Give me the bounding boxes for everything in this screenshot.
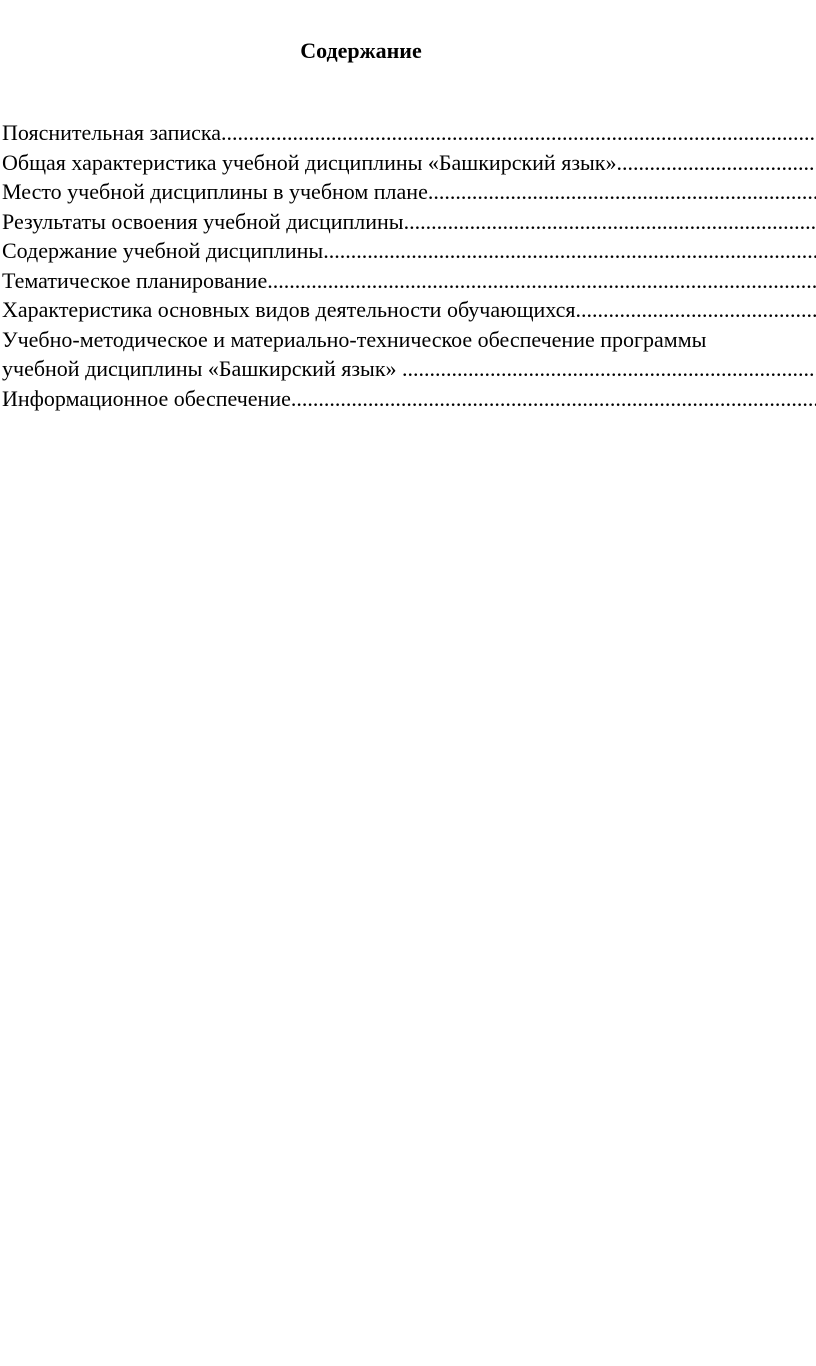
toc-entry-information-support	[2, 384, 816, 414]
toc-entry-text: Общая характеристика учебной дисциплины «Башкирский язык»	[2, 149, 617, 175]
toc-entry-methodological-support-line2	[2, 354, 816, 384]
dot-leader	[267, 266, 816, 296]
dot-leader	[576, 295, 816, 325]
dot-leader	[428, 177, 816, 207]
dot-leader	[616, 148, 816, 178]
table-of-contents	[2, 118, 816, 413]
toc-entry-text: Информационное обеспечение	[2, 385, 291, 411]
page-title: Содержание	[300, 38, 422, 63]
dot-leader	[323, 236, 816, 266]
toc-entry-text: Тематическое планирование	[2, 267, 268, 293]
toc-entry-thematic-planning	[2, 266, 816, 296]
dot-leader	[402, 354, 816, 384]
toc-entry-text: Пояснительная записка	[2, 120, 222, 145]
toc-entry-text: Характеристика основных видов деятельности обучающихся	[2, 297, 576, 322]
toc-entry-learning-outcomes	[2, 207, 816, 237]
toc-entry-general-characteristic	[2, 148, 816, 178]
toc-entry-explanatory-note	[2, 118, 816, 148]
toc-entry-course-content	[2, 236, 816, 266]
toc-entry-text: Результаты освоения учебной дисциплины	[2, 208, 404, 234]
toc-entry-text: Учебно-методическое и материально-техническое обеспечение программы	[2, 326, 707, 352]
dot-leader	[291, 384, 816, 414]
toc-entry-student-activities	[2, 295, 816, 325]
toc-entry-text: учебной дисциплины «Башкирский язык»	[2, 356, 403, 381]
toc-entry-methodological-support-line1	[2, 325, 816, 355]
toc-entry-place-in-curriculum	[2, 177, 816, 207]
toc-entry-text: Содержание учебной дисциплины	[2, 238, 324, 263]
toc-entry-text: Место учебной дисциплины в учебном плане	[2, 179, 428, 204]
dot-leader	[404, 207, 816, 237]
dot-leader	[221, 118, 816, 148]
